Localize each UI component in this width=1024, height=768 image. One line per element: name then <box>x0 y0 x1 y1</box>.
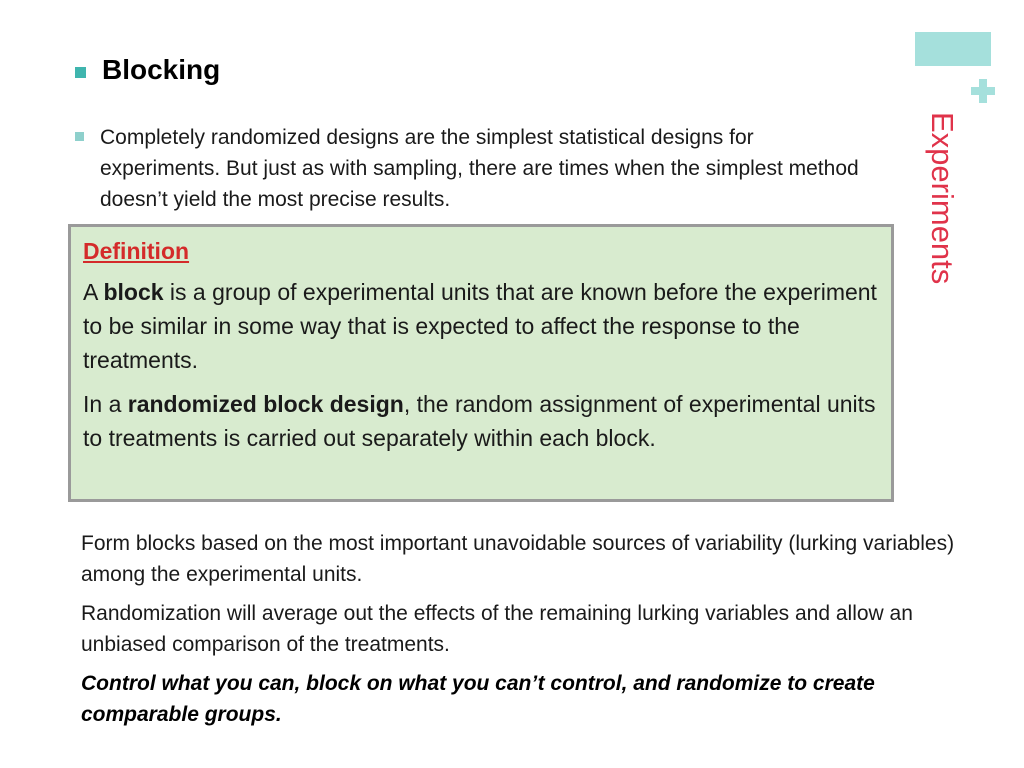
plus-icon <box>968 76 998 106</box>
body-paragraph-emphasis: Control what you can, block on what you can’t control, and randomize to create comparable groups. <box>81 672 875 726</box>
definition-block-post: is a group of experimental units that are known before the experiment to be similar in some way that is expected to affect the response to the treatments. <box>83 279 877 373</box>
intro-bullet-text: Completely randomized designs are the simplest statistical designs for experiments. But just as with sampling, there are times when the simplest method doesn’t yield the most precise results. <box>100 126 859 211</box>
definition-title: Definition <box>83 238 190 264</box>
definition-randomized-block-design <box>83 387 879 455</box>
definition-rbd-post: , the random assignment of experimental units to treatments is carried out separately within each block. <box>83 391 876 451</box>
definition-block-pre: A <box>83 279 104 305</box>
definition-block <box>83 275 879 377</box>
square-bullet-icon <box>75 67 86 78</box>
term-randomized-block-design: randomized block design <box>127 391 404 417</box>
accent-bar <box>915 32 991 66</box>
square-bullet-icon <box>75 132 84 141</box>
definition-rbd-pre: In a <box>83 391 128 417</box>
definition-box <box>68 224 894 502</box>
slide-heading: Blocking <box>102 54 221 85</box>
body-paragraph-2: Randomization will average out the effects of the remaining lurking variables and allow an unbiased comparison of the treatments. <box>81 602 913 656</box>
side-title: Experiments <box>925 112 960 285</box>
intro-bullet <box>75 122 875 215</box>
body-text <box>81 528 961 738</box>
heading-row <box>75 54 220 86</box>
body-paragraph-1: Form blocks based on the most important unavoidable sources of variability (lurking variables) among the experimental units. <box>81 532 955 586</box>
term-block: block <box>103 279 164 305</box>
